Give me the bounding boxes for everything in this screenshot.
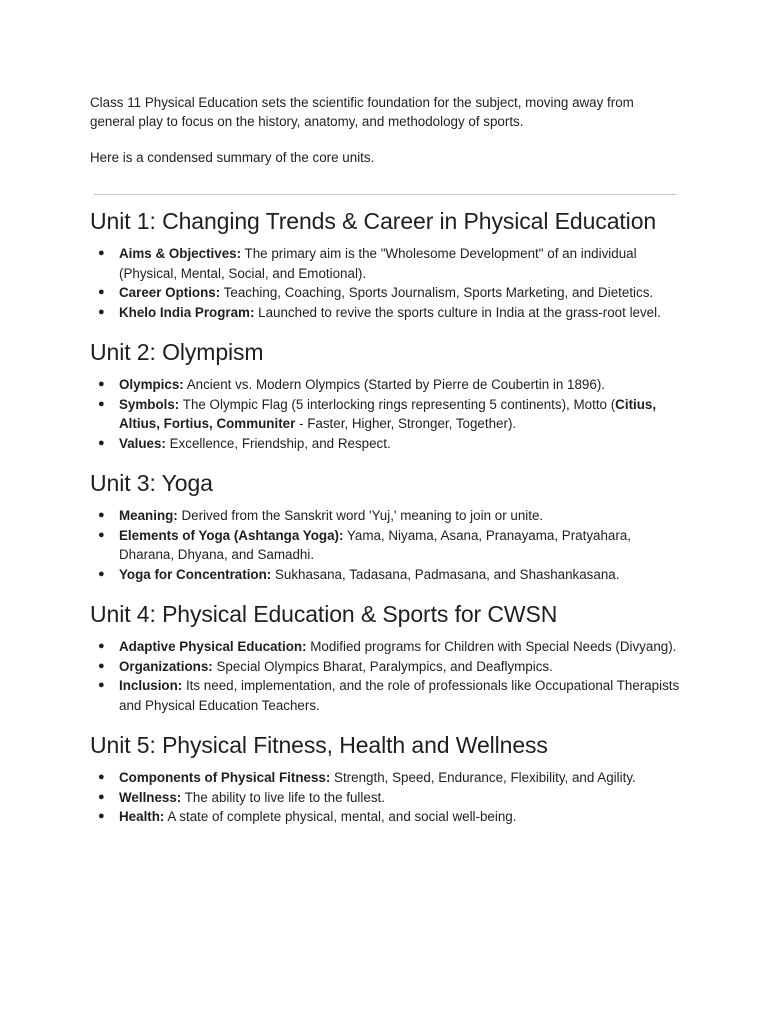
bullet-icon: ● — [98, 378, 105, 390]
item-text: Its need, implementation, and the role of professionals like Occupational Therapists and Physical Education Teachers. — [119, 678, 680, 713]
item-term: Components of Physical Fitness: — [119, 770, 331, 785]
list-item — [90, 676, 680, 715]
motto-text: Citius, Altius, Fortius, Communiter — [119, 396, 657, 431]
unit-bullet-list — [90, 375, 680, 453]
item-text: Sukhasana, Tadasana, Padmasana, and Shashankasana. — [271, 566, 620, 582]
item-text: The primary aim is the "Wholesome Development" of an individual (Physical, Mental, Social, and Emotional). — [119, 246, 637, 281]
item-text: Excellence, Friendship, and Respect. — [165, 435, 391, 451]
item-text-tail: - Faster, Higher, Stronger, Together). — [295, 416, 517, 431]
unit-heading: Unit 4: Physical Education & Sports for CWSN — [90, 601, 558, 627]
item-term: Yoga for Concentration: — [119, 566, 272, 582]
bullet-icon: ● — [98, 436, 105, 449]
item-term: Wellness: — [119, 789, 182, 805]
unit-bullet-list — [90, 768, 680, 827]
list-item — [90, 375, 680, 395]
list-item — [90, 768, 680, 788]
bullet-icon: ● — [98, 528, 105, 541]
bullet-icon: ● — [98, 771, 105, 783]
item-term: Olympics: — [119, 377, 184, 392]
unit-section — [90, 338, 680, 453]
list-item — [90, 637, 680, 657]
unit-heading: Unit 5: Physical Fitness, Health and Wellness — [90, 732, 548, 758]
bullet-icon: ● — [98, 659, 105, 672]
bullet-icon: ● — [98, 567, 105, 580]
item-text: Modified programs for Children with Special Needs (Divyang). — [306, 639, 677, 654]
list-item — [90, 807, 680, 827]
item-text: Teaching, Coaching, Sports Journalism, Sports Marketing, and Dietetics. — [220, 285, 654, 300]
item-term: Adaptive Physical Education: — [119, 639, 307, 654]
bullet-icon: ● — [98, 810, 105, 822]
bullet-icon: ● — [98, 679, 105, 691]
item-text: Ancient vs. Modern Olympics (Started by Pierre de Coubertin in 1896). — [183, 377, 606, 392]
item-text: The ability to live life to the fullest. — [181, 789, 385, 805]
unit-bullet-list — [90, 637, 680, 715]
list-item — [90, 506, 680, 526]
bullet-icon: ● — [98, 305, 105, 318]
item-term: Symbols: — [119, 396, 180, 412]
item-term: Health: — [119, 809, 165, 824]
unit-heading: Unit 3: Yoga — [90, 470, 213, 496]
item-term: Organizations: — [119, 658, 213, 674]
intro-paragraph: Class 11 Physical Education sets the scientific foundation for the subject, moving away from general play to focus on the history, anatomy, and methodology of sports. — [90, 95, 634, 129]
item-term: Inclusion: — [119, 678, 183, 693]
bullet-icon: ● — [98, 247, 105, 259]
item-text: A state of complete physical, mental, and social well-being. — [164, 809, 517, 824]
list-item — [90, 526, 680, 565]
unit-section — [90, 469, 680, 584]
list-item — [90, 244, 680, 283]
bullet-icon: ● — [98, 640, 105, 652]
item-text: Yama, Niyama, Asana, Pranayama, Pratyahara, Dharana, Dhyana, and Samadhi. — [119, 527, 631, 562]
item-term: Career Options: — [119, 285, 221, 300]
item-term: Elements of Yoga (Ashtanga Yoga): — [119, 527, 344, 543]
list-item — [90, 565, 680, 585]
list-item — [90, 395, 680, 434]
item-text: Derived from the Sanskrit word 'Yuj,' meaning to join or unite. — [177, 508, 544, 523]
bullet-icon: ● — [98, 286, 105, 298]
list-item — [90, 788, 680, 808]
unit-section — [90, 600, 680, 715]
section-divider — [94, 194, 677, 195]
item-term: Values: — [119, 435, 166, 451]
list-item — [90, 434, 680, 454]
item-text: The Olympic Flag (5 interlocking rings representing 5 continents), Motto ( — [179, 396, 616, 412]
unit-section — [90, 731, 680, 827]
item-text: Strength, Speed, Endurance, Flexibility, and Agility. — [330, 770, 636, 785]
bullet-icon: ● — [98, 509, 105, 521]
list-item — [90, 657, 680, 677]
item-text: Special Olympics Bharat, Paralympics, and Deaflympics. — [212, 658, 553, 674]
list-item — [90, 303, 680, 323]
item-term: Aims & Objectives: — [119, 246, 242, 261]
item-term: Khelo India Program: — [119, 304, 255, 320]
bullet-icon: ● — [98, 790, 105, 803]
unit-section — [90, 207, 680, 322]
unit-heading: Unit 2: Olympism — [90, 339, 264, 365]
item-term: Meaning: — [119, 508, 178, 523]
bullet-icon: ● — [98, 397, 105, 410]
unit-bullet-list — [90, 244, 680, 322]
document-page — [90, 93, 680, 827]
item-text: Launched to revive the sports culture in India at the grass-root level. — [254, 304, 661, 320]
unit-heading: Unit 1: Changing Trends & Career in Physical Education — [90, 208, 657, 234]
list-item — [90, 283, 680, 303]
intro-summary-line: Here is a condensed summary of the core units. — [90, 150, 375, 165]
unit-bullet-list — [90, 506, 680, 584]
